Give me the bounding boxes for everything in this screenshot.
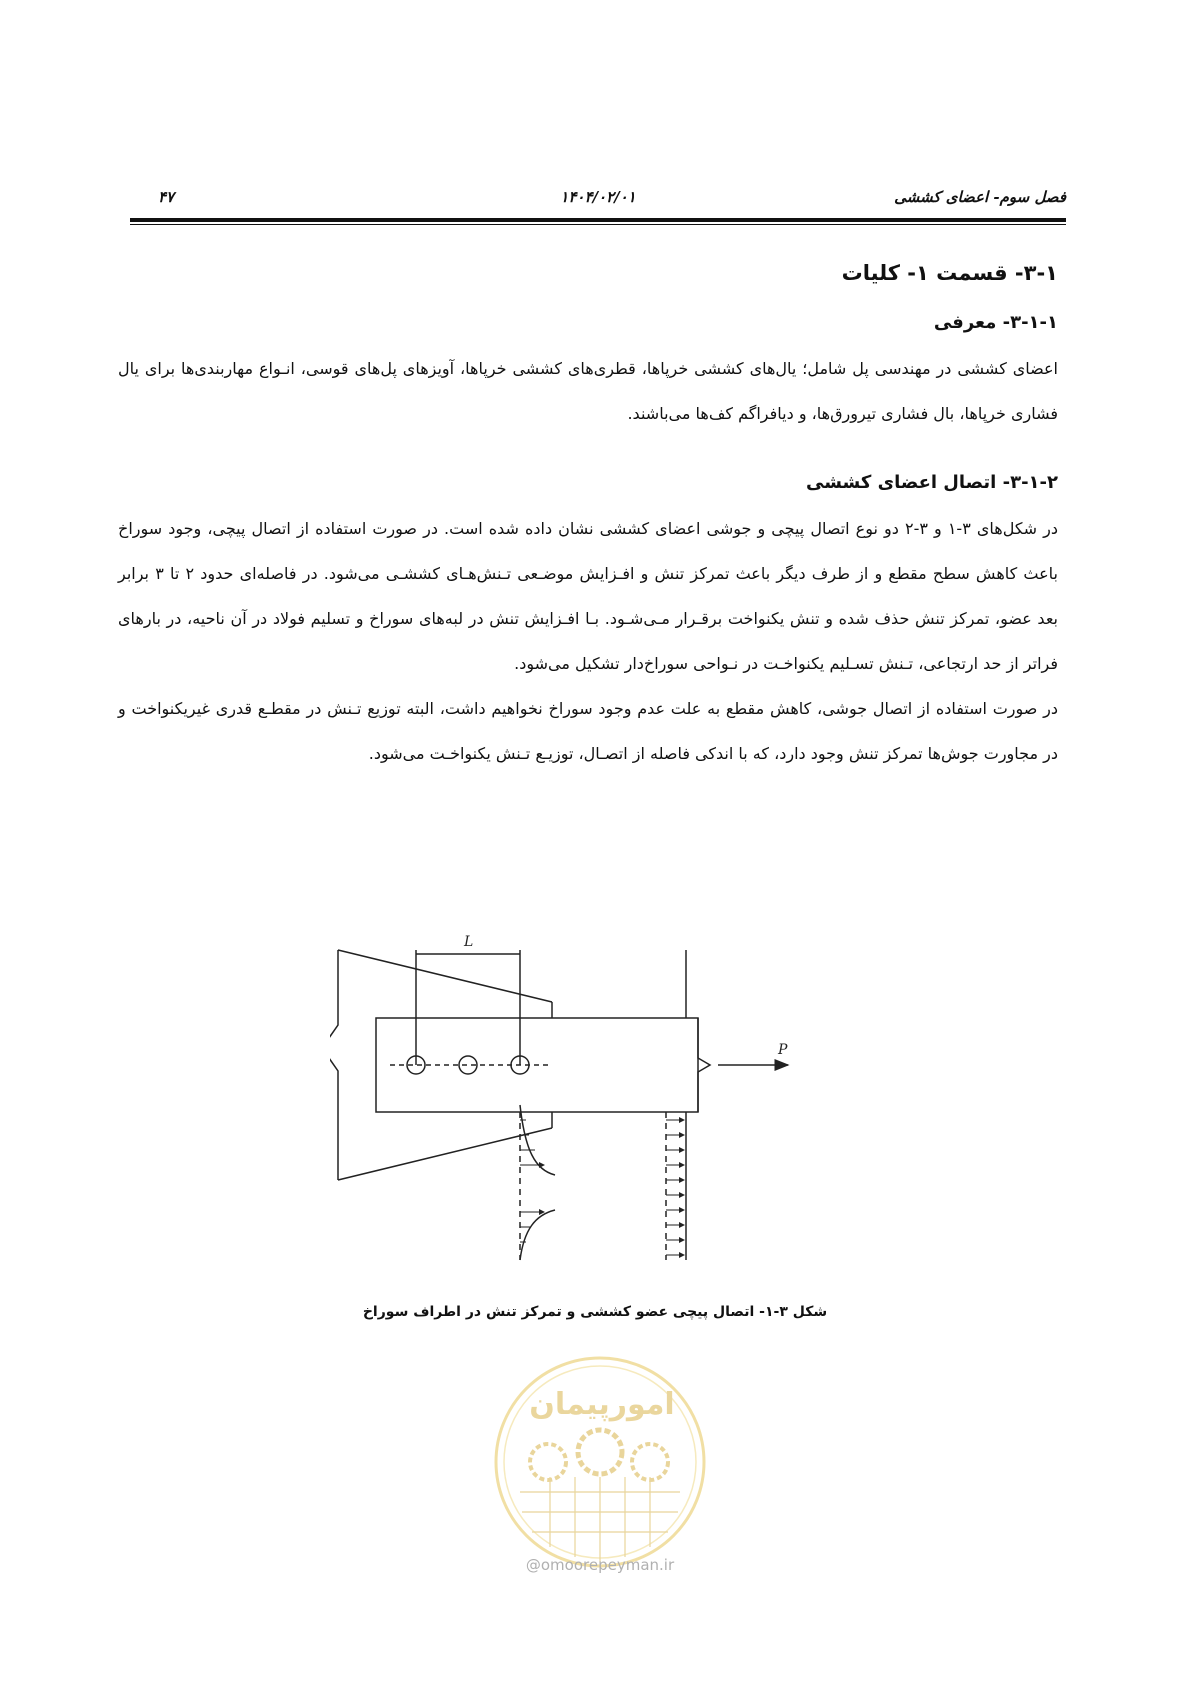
subsection-heading-intro: ۳-۱-۱- معرفی [933,312,1058,333]
watermark-url: @omoorepeyman.ir [525,1556,675,1574]
subsection-heading-connections: ۳-۱-۲- اتصال اعضای کششی [806,472,1058,493]
page-header [130,188,1066,212]
paragraph-welded: در صورت استفاده از اتصال جوشی، کاهش مقطع به علت عدم وجود سوراخ نخواهیم داشت، البته توزیع تـنش در مقطـع قدری غیریکنواخت و در مجاورت جوش‌ها تمرکز تنش وجود دارد، که با اندکی فاصله از اتصـال، توزیـع تـنش یکنواخـت می‌شود. [118,699,1058,763]
force-label: P [778,1042,788,1058]
member-break-line [698,1018,710,1112]
figure-caption: شکل ۳-۱- اتصال پیچی عضو کششی و تمرکز تنش در اطراف سوراخ [362,1304,828,1320]
bolted-connection-figure [330,930,850,1290]
chapter-title: فصل سوم- اعضای کششی [894,188,1066,206]
paragraph-intro: اعضای کششی در مهندسی پل شامل؛ یال‌های کششی خرپاها، قطری‌های کششی خرپاها، آویزهای پل‌های قوسی، انـواع مهاربندی‌ها برای یال فشاری خرپاها، بال فشاری تیرورق‌ها، و دیافراگم کف‌ها می‌باشند. [118,359,1058,423]
header-date: ۱۴۰۴/۰۲/۰۱ [560,188,636,206]
paragraph-bolted: در شکل‌های ۳-۱ و ۳-۲ دو نوع اتصال پیچی و جوشی اعضای کششی نشان داده شده است. در صورت استفاده از اتصال پیچی، وجود سوراخ باعث کاهش سطح مقطع و از طرف دیگر باعث تمرکز تنش و افـزایش موضـعی تـنش‌هـای کششـی می‌شود. در فاصله‌ای حدود ۲ تا ۳ برابر بعد عضو، تمرکز تنش حذف شده و تنش یکنواخت برقـرار مـی‌شـود. بـا افـزایش تنش در لبه‌های سوراخ و تسلیم فولاد در آن ناحیه، در بارهای فراتر از حد ارتجاعی، تـنش تسـلیم یکنواخـت در نـواحی سوراخ‌دار تشکیل می‌شود. [118,519,1059,673]
gusset-plate-outline [330,950,338,1180]
watermark-logo-text: امورپیمان [529,1387,675,1422]
stress-concentration-curve-bottom [520,1210,555,1260]
page-number: ۴۷ [158,188,175,206]
watermark-logo [490,1352,710,1572]
length-label: L [464,934,474,950]
section-heading: ۳-۱- قسمت ۱- کلیات [841,261,1058,285]
header-rule-thick [130,218,1066,222]
header-rule-thin [130,224,1066,225]
body-content [118,256,1058,776]
